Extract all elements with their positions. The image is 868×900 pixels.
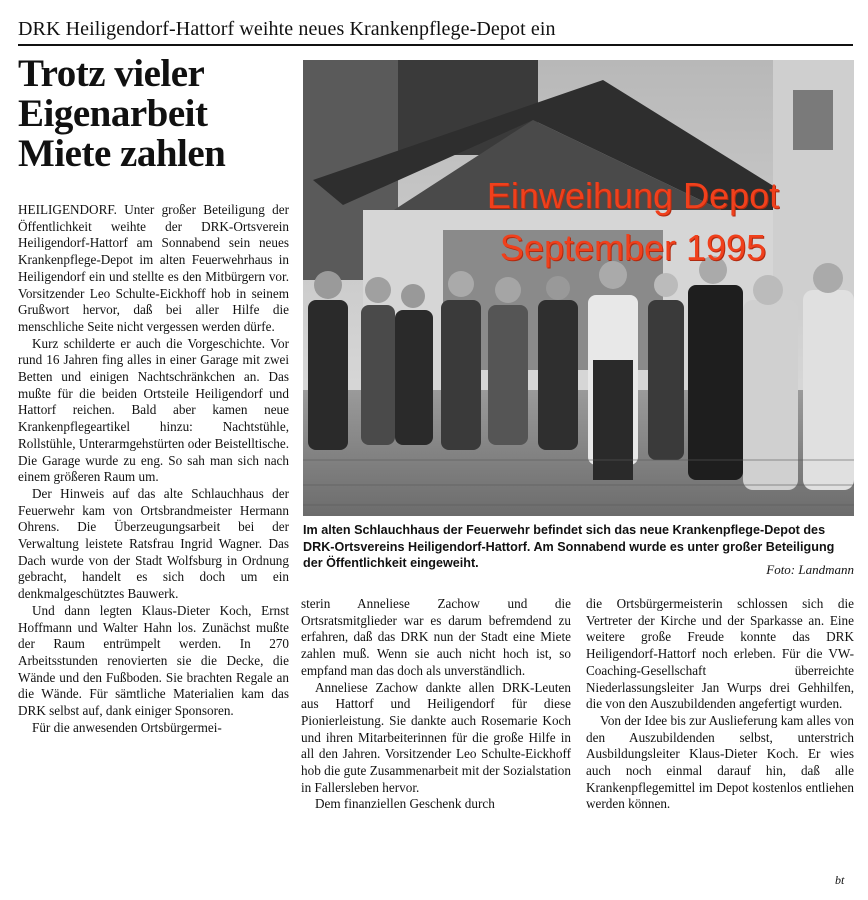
- paragraph: Von der Idee bis zur Auslieferung kam alles von den Auszubildenden selbst, unterstrich Ausbildungsleiter Klaus-Dieter Koch. Er wies auch noch einmal darauf hin, daß alle Krankenpflegemittel im Depot kostenlos entliehen werden können.: [586, 712, 854, 812]
- photo-overlay-text: [423, 170, 843, 274]
- paragraph: Der Hinweis auf das alte Schlauchhaus der Feuerwehr kam von Ortsbrandmeister Hermann Ohrens. Die Überzeugungsarbeit bei der Verwaltung leistete Ratsfrau Ingrid Wagner. Das Dach wurde von der Stadt Wolfsburg in Ordnung gebracht, handelt es sich doch um ein denkmalgeschütztes Bauwerk.: [18, 485, 289, 602]
- body-column-1: [18, 202, 289, 737]
- article-kicker: DRK Heiligendorf-Hattorf weihte neues Krankenpflege-Depot ein: [18, 18, 556, 40]
- paragraph: Dem finanziellen Geschenk durch: [315, 796, 495, 812]
- kicker-rule: [18, 44, 853, 46]
- overlay-line-1: Einweihung Depot: [486, 175, 780, 216]
- group-photo-illustration: [303, 60, 854, 516]
- photo-caption: Im alten Schlauchhaus der Feuerwehr befindet sich das neue Krankenpflege-Depot des DRK-Ortsvereins Heiligendorf-Hattorf. Am Sonnabend wurde es unter großer Beteiligung der Öffentlichkeit eingeweiht.: [303, 523, 835, 570]
- body-column-3: [586, 596, 854, 813]
- paragraph: sterin Anneliese Zachow und die Ortsratsmitglieder war es darum befremdend zu erfahren, daß das DRK nun der Stadt eine Miete zahlen muß. Wenn sie auch nicht hoch ist, so empfand man das doch als unverständlich.: [301, 596, 571, 678]
- photo-credit: Foto: Landmann: [766, 562, 854, 577]
- paragraph: Kurz schilderte er auch die Vorgeschichte. Vor rund 16 Jahren fing alles in einer Garage mit zwei Betten und einigen Nachtschränkchen an. Das mußte für die beiden Ortsteile Heiligendorf und Hattorf reichen. Bald aber kamen neue Krankenpflegeartikel hinzu: Nachtstühle, Rollstühle, Unterarmgehstürten oder Beistelltische. Die Garage wurde zu eng. So sah man sich nach einem größeren Raum um.: [18, 335, 289, 485]
- paragraph: Und dann legten Klaus-Dieter Koch, Ernst Hoffmann und Walter Hahn los. Zunächst mußte der Raum entrümpelt werden. In 270 Arbeitsstunden renovierten sie die Decke, die Wände und den Fußboden. Sie brachten Regale an die Wände. Für sämtliche Materialien kam das DRK selbst auf, dank einiger Sponsoren.: [18, 602, 289, 719]
- paragraph: die Ortsbürgermeisterin schlossen sich die Vertreter der Kirche und der Sparkasse an. Eine weitere große Freude konnte das DRK Heiligendorf-Hattorf noch erleben. Für die VW-Coaching-Gesellschaft überreichte Niederlassungsleiter Jan Wurps drei Gehhilfen, die von den Auszubildenden angefertigt wurden.: [586, 596, 854, 712]
- article-headline: Trotz vieler Eigenarbeit Miete zahlen: [18, 52, 226, 175]
- news-photo: [303, 60, 854, 516]
- paragraph: Anneliese Zachow dankte allen DRK-Leuten aus Hattorf und Heiligendorf für diese Pionierleistung. Sie dankte auch Rosemarie Koch und ihren Mitarbeiterinnen für die große Hilfe in all den Jahren. Vorsitzender Leo Schulte-Eickhoff hob die gute Zusammenarbeit mit der Sozialstation in Fallersleben hervor.: [301, 679, 571, 795]
- body-column-2: [301, 596, 571, 813]
- author-signature: bt: [835, 873, 845, 887]
- paragraph: Für die anwesenden Ortsbürgermei-: [32, 719, 222, 735]
- overlay-line-2: September 1995: [499, 227, 767, 268]
- paragraph: HEILIGENDORF. Unter großer Beteiligung der Öffentlichkeit weihte der DRK-Ortsverein Heiligendorf-Hattorf am Sonnabend sein neues Krankenpflege-Depot im alten Feuerwehrhaus in Heiligendorf ein und stellte es den Mitbürgern vor. Vorsitzender Leo Schulte-Eickhoff hob in seinem Grußwort hervor, daß bei aller Hilfe die menschliche Seite nicht vergessen werden dürfe.: [18, 202, 289, 334]
